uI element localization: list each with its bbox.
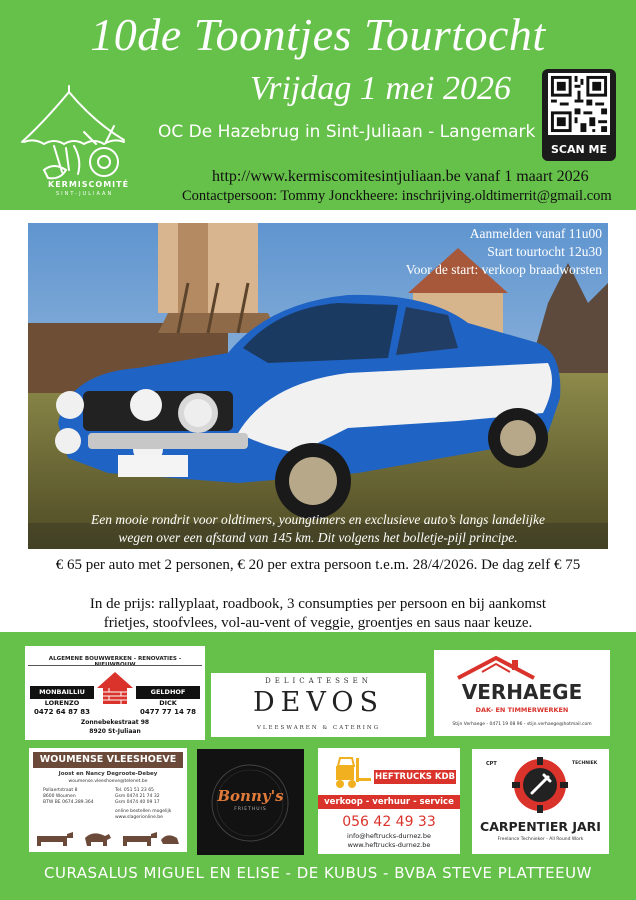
woumense-order: [115, 809, 171, 821]
photo-caption: [28, 511, 608, 547]
phone-2: Gsm 0474 21 74 32: [115, 794, 160, 799]
phone-1: Tel. 051 51 23 65: [115, 788, 154, 793]
sponsor-monbailliu-geldhof[interactable]: [25, 646, 205, 740]
sponsor-verhaege[interactable]: [434, 650, 610, 736]
heftrucks-email[interactable]: info@heftrucks-durnez.be: [347, 832, 431, 840]
bonnys-sub: FRIETHUIS: [234, 807, 267, 812]
qr-code[interactable]: [548, 73, 610, 135]
heftrucks-phone: 056 42 49 33: [342, 814, 436, 830]
event-venue: OC De Hazebrug in Sint-Juliaan - Langemark: [158, 122, 536, 142]
sponsor-carpentier-jari[interactable]: [472, 749, 609, 854]
address-street: Pollaertstraat 8: [43, 788, 78, 793]
roof-icon: [456, 654, 536, 682]
event-title: 10de Toontjes Tourtocht: [90, 9, 546, 60]
forklift-icon: [324, 756, 372, 790]
gear-icon: [510, 755, 570, 815]
registration-url[interactable]: http://www.kermiscomitesintjuliaan.be vanaf 1 maart 2026: [212, 168, 589, 185]
address-line-1: Zonnebekestraat 98: [80, 719, 150, 726]
left-phone: 0472 64 87 83: [33, 708, 91, 716]
caption-line-1: Een mooie rondrit voor oldtimers, youngtimers en exclusieve auto’s langs landelijke: [90, 512, 546, 527]
heftrucks-tagline: verkoop - verhuur - service: [318, 795, 460, 809]
sponsor-bonnys[interactable]: [197, 749, 304, 855]
logo-text: KERMISCOMITÉ: [48, 180, 130, 189]
phone-3: Gsm 0474 40 09 17: [115, 800, 160, 805]
qr-scan-label: SCAN ME: [550, 143, 607, 156]
right-phone: 0477 77 14 78: [139, 708, 197, 716]
heftrucks-name: HEFTRUCKS KDB: [375, 772, 455, 782]
sponsor-banner: ALGEMENE BOUWWERKEN - RENOVATIES -: [48, 656, 182, 662]
footer-sponsors: CURASALUS MIGUEL EN ELISE - DE KUBUS - BVBA STEVE PLATTEEUW: [44, 864, 592, 882]
included-line-1: In de prijs: rallyplaat, roadbook, 3 consumpties per persoon en bij aankomst: [89, 596, 547, 612]
divider: [28, 665, 202, 666]
sponsor-devos[interactable]: [211, 673, 426, 737]
right-firstname: DICK: [159, 699, 177, 707]
brick-house-icon: [95, 670, 135, 706]
verhaege-contact: Stijn Verhaege - 0471 19 08 96 - stijn.verhaege@hotmail.com: [452, 722, 592, 727]
included-line-2: frietjes, stoofvlees, vol-au-vent of veggie, groentjes en saus naar keuze.: [103, 615, 533, 631]
carpentier-badge: CPT: [486, 761, 497, 767]
contact-info[interactable]: Contactpersoon: Tommy Jonckheere: inschrijving.oldtimerrit@gmail.com: [182, 188, 612, 204]
address-line-2: 8920 St-Juliaan: [89, 728, 141, 735]
devos-name: DEVOS: [252, 687, 384, 718]
order-text: online bestellen mogelijk: [115, 809, 172, 814]
verhaege-sub: DAK- EN TIMMERWERKEN: [475, 706, 569, 714]
farm-animals-icon: [33, 822, 183, 850]
left-firstname: LORENZO: [44, 699, 80, 707]
carpentier-sub: Freelance Technieker - All Round Work: [497, 837, 584, 842]
address-vat: BTW BE 0674.289.364: [43, 800, 94, 805]
event-date: Vrijdag 1 mei 2026: [250, 70, 511, 107]
right-surname: GELDHOF: [136, 686, 200, 699]
sponsor-woumense-vleeshoeve[interactable]: [29, 748, 187, 852]
caption-line-2: wegen over een afstand van 145 km. Dit volgens het bolletje-pijl principe.: [118, 530, 518, 545]
schedule-sausages: Voor de start: verkoop braadworsten: [405, 262, 602, 277]
included-text: [0, 595, 636, 633]
woumense-name: WOUMENSE VLEESHOEVE: [33, 752, 183, 768]
order-web[interactable]: www.slagerionline.be: [115, 815, 163, 820]
logo-subtext: SINT-JULIAAN: [56, 191, 114, 197]
devos-top: DELICATESSEN: [265, 677, 372, 685]
pricing-text: € 65 per auto met 2 personen, € 20 per extra persoon t.e.m. 28/4/2026. De dag zelf € 75: [55, 557, 581, 573]
woumense-address: [43, 788, 94, 806]
heftrucks-web[interactable]: www.heftrucks-durnez.be: [347, 841, 431, 849]
woumense-owners: Joost en Nancy Degroote-Debey: [58, 771, 158, 777]
left-surname: MONBAILLIU: [30, 686, 94, 699]
schedule-checkin: Aanmelden vanaf 11u00: [469, 226, 602, 241]
bonnys-name: Bonny's: [217, 787, 284, 805]
address-city: 8600 Woumen: [43, 794, 76, 799]
woumense-phones: [115, 788, 160, 806]
carpentier-badge-2: TECHNIEK: [572, 761, 598, 766]
schedule-start: Start tourtocht 12u30: [487, 244, 602, 259]
carpentier-name: CARPENTIER JARI: [480, 819, 601, 834]
verhaege-name: VERHAEGE: [461, 680, 583, 704]
sponsor-heftrucks-kdb[interactable]: [318, 748, 460, 854]
devos-sub: VLEESWAREN & CATERING: [256, 725, 381, 731]
woumense-email: woumense.vleeshoeve@telenet.be: [68, 779, 148, 784]
